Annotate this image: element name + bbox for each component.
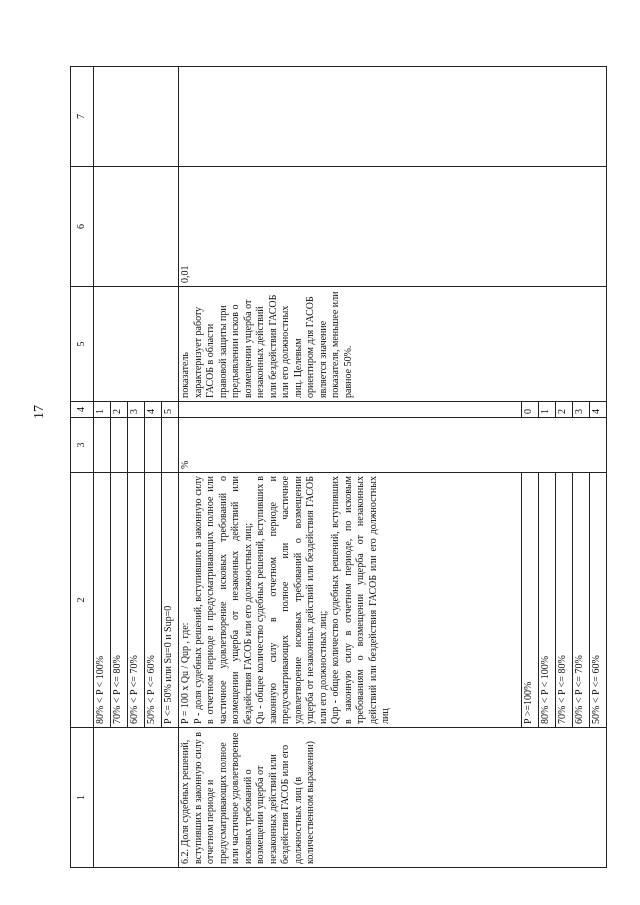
empty-cell xyxy=(179,402,522,418)
range-cell: P >=100% xyxy=(522,473,539,728)
formula: P = 100 x Qu / Qup , где: xyxy=(180,622,191,724)
range-cell: 60% < P <= 70% xyxy=(128,473,145,728)
score-cell: 2 xyxy=(111,402,128,418)
empty-cell xyxy=(179,67,607,167)
score-cell: 4 xyxy=(590,402,607,418)
score-cell: 1 xyxy=(539,402,556,418)
empty-cell xyxy=(94,287,179,402)
range-cell: P <= 50% или Su=0 и Sup=0 xyxy=(162,473,179,728)
score-cell: 0 xyxy=(522,402,539,418)
empty-cell xyxy=(128,418,145,473)
formula-description xyxy=(179,473,522,728)
header-cell: 1 xyxy=(71,728,94,868)
weight-cell: 0,01 xyxy=(179,167,607,287)
header-cell: 3 xyxy=(71,418,94,473)
page-number: 17 xyxy=(32,405,47,419)
description-qup: Qup - общее количество судебных решений, вступивших в законную силу в отчетном периоде, по исковым требованиям о возмещении ущерба от незаконных действий или бездействия ГАСОБ или его должностных лиц xyxy=(330,476,391,724)
range-cell: 50% < P <= 60% xyxy=(145,473,162,728)
rotated-table-container xyxy=(70,67,603,868)
empty-cell xyxy=(145,418,162,473)
table-wrapper xyxy=(70,67,603,868)
range-cell: 80% < P < 100% xyxy=(539,473,556,728)
indicator-table xyxy=(70,66,607,868)
table-row xyxy=(94,67,111,868)
empty-cell xyxy=(94,728,179,868)
indicator-row xyxy=(179,67,522,868)
score-cell: 4 xyxy=(145,402,162,418)
comment-cell: показатель характеризует работу ГАСОБ в области правовой защиты при предъявлении исков о возмещении ущерба от незаконных действий или бездействия ГАСОБ или его должностных лиц. Целевым ориентиром для ГАСОБ является значение показателя, меньшее или равное 50%. xyxy=(179,287,607,402)
description-qu: Qu - общее количество судебных решений, вступивших в законную силу в отчетном периоде и предусматривающих полное или частичное удовлетворение исковых требований о возмещении ущерба от незаконных действий или бездействия ГАСОБ или его должностных лиц; xyxy=(255,476,329,724)
score-cell: 3 xyxy=(128,402,145,418)
empty-cell xyxy=(111,418,128,473)
header-cell: 2 xyxy=(71,473,94,728)
indicator-name: 6.2. Доля судебных решений, вступивших в законную силу в отчетном периоде и предусматривающих полное или частичное удовлетворение исковых требований о возмещении ущерба от незаконных действий или бездействия ГАСОБ или его должностных лиц (в количественном выражении) xyxy=(179,728,607,868)
header-cell: 5 xyxy=(71,287,94,402)
score-cell: 2 xyxy=(556,402,573,418)
range-cell: 80% < P < 100% xyxy=(94,473,111,728)
unit-cell: % xyxy=(179,418,607,473)
score-cell: 5 xyxy=(162,402,179,418)
header-cell: 7 xyxy=(71,67,94,167)
empty-cell xyxy=(94,418,111,473)
range-cell: 70% < P <= 80% xyxy=(111,473,128,728)
score-cell: 1 xyxy=(94,402,111,418)
empty-cell xyxy=(94,167,179,287)
empty-cell xyxy=(94,67,179,167)
header-cell: 4 xyxy=(71,402,94,418)
range-cell: 60% < P <= 70% xyxy=(573,473,590,728)
header-row xyxy=(71,67,94,868)
range-cell: 50% < P <= 60% xyxy=(590,473,607,728)
score-cell: 3 xyxy=(573,402,590,418)
range-cell: 70% < P <= 80% xyxy=(556,473,573,728)
description-p: P - доля судебных решений, вступивших в законную силу в отчетном периоде и предусматривающих полное или частичное удовлетворение исковых требований о возмещении ущерба от незаконных действий или бездействия ГАСОБ или его должностных лиц; xyxy=(192,476,254,724)
empty-cell xyxy=(162,418,179,473)
header-cell: 6 xyxy=(71,167,94,287)
